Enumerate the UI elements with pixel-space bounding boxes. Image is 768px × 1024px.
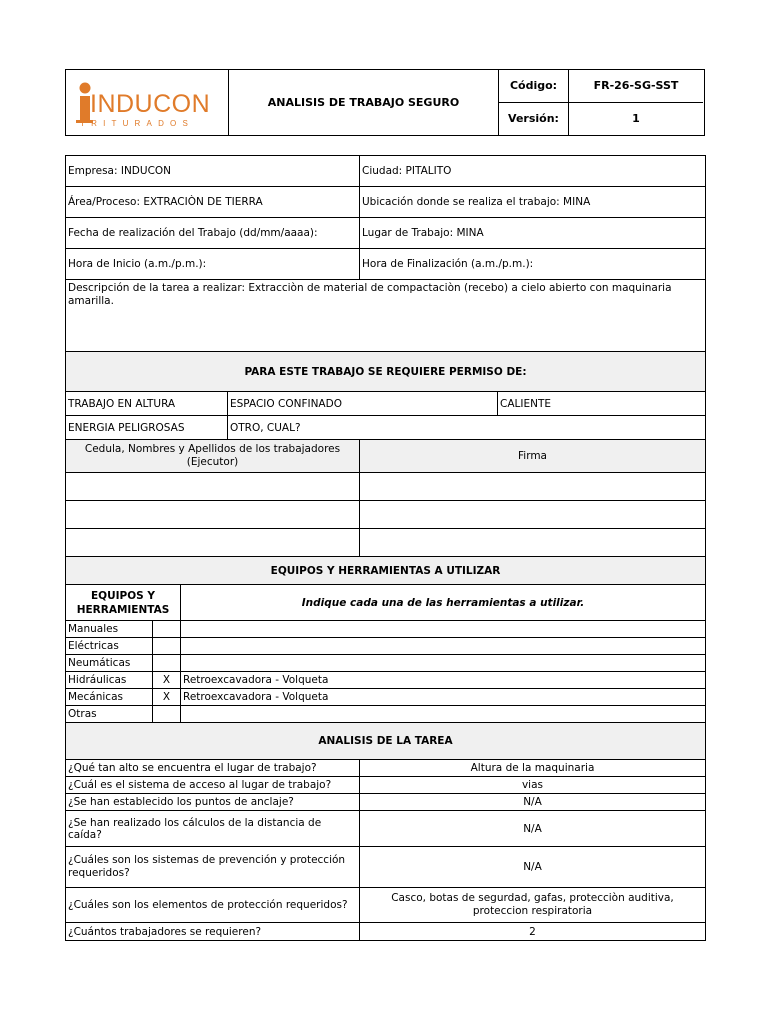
equipo-tipo: Manuales (66, 621, 153, 637)
firma-cell[interactable] (360, 529, 705, 556)
permiso-confinado: ESPACIO CONFINADO (228, 392, 498, 415)
analisis-answer: vias (521, 779, 544, 791)
equipo-tipo: Hidráulicas (66, 672, 153, 688)
analisis-answer: Casco, botas de segurdad, gafas, protecciòn auditiva, proteccion respiratoria (391, 892, 674, 917)
equipo-row (66, 706, 705, 723)
ubicacion-field: Ubicación donde se realiza el trabajo: MINA (362, 196, 591, 208)
company-logo (66, 70, 229, 135)
equipo-row (66, 655, 705, 672)
analisis-answer: 2 (529, 925, 536, 938)
permiso-energia: ENERGIA PELIGROSAS (66, 416, 228, 439)
ciudad-field: Ciudad: PITALITO (362, 165, 452, 177)
trabajador-cell[interactable] (66, 501, 360, 528)
analisis-answer: N/A (523, 796, 542, 808)
analisis-title: ANALISIS DE LA TAREA (318, 735, 453, 747)
equipos-col-header: EQUIPOS Y HERRAMIENTAS (66, 585, 181, 620)
form-row (66, 280, 705, 352)
document-meta (499, 70, 703, 135)
firma-cell[interactable] (360, 501, 705, 528)
analisis-row (66, 811, 705, 847)
herramientas-col-header: Indique cada una de las herramientas a utilizar. (301, 596, 585, 609)
lugar-field: Lugar de Trabajo: MINA (362, 227, 484, 239)
form-row (66, 218, 705, 249)
form-row (66, 156, 705, 187)
equipo-desc (181, 621, 705, 637)
equipo-tipo: Otras (66, 706, 153, 722)
section-header (66, 723, 705, 760)
analisis-answer: N/A (523, 822, 542, 835)
firma-header: Firma (518, 450, 547, 462)
equipo-mark[interactable] (153, 655, 181, 671)
equipo-row (66, 621, 705, 638)
analisis-question: ¿Cuáles son los sistemas de prevención y protección requeridos? (66, 847, 360, 887)
equipo-mark[interactable] (153, 621, 181, 637)
form-row (66, 187, 705, 218)
analisis-question: ¿Qué tan alto se encuentra el lugar de trabajo? (66, 760, 360, 776)
equipo-desc (181, 638, 705, 654)
equipo-row (66, 689, 705, 706)
analisis-question: ¿Cuántos trabajadores se requieren? (66, 923, 360, 940)
analisis-row (66, 777, 705, 794)
firma-cell[interactable] (360, 473, 705, 500)
equipo-desc (181, 706, 705, 722)
equipo-row (66, 672, 705, 689)
equipo-desc (181, 655, 705, 671)
permiso-otro: OTRO, CUAL? (230, 421, 301, 434)
trabajadores-header: Cedula, Nombres y Apellidos de los trabajadores (Ejecutor) (66, 440, 360, 472)
analisis-row (66, 923, 705, 940)
permiso-caliente: CALIENTE (500, 397, 551, 410)
analisis-answer: N/A (523, 861, 542, 873)
equipo-mark[interactable] (153, 706, 181, 722)
analisis-question: ¿Se han realizado los cálculos de la distancia de caída? (66, 811, 360, 846)
analisis-question: ¿Se han establecido los puntos de anclaje? (66, 794, 360, 810)
empresa-field: Empresa: INDUCON (66, 156, 360, 186)
analisis-row (66, 847, 705, 888)
equipo-mark[interactable] (153, 638, 181, 654)
equipo-mark[interactable]: X (153, 672, 181, 688)
version-label: Versión: (499, 103, 569, 136)
hora-fin-field: Hora de Finalización (a.m./p.m.): (362, 258, 534, 270)
equipo-desc: Retroexcavadora - Volqueta (183, 674, 329, 686)
analisis-answer: Altura de la maquinaria (470, 762, 595, 774)
document-header (65, 69, 705, 136)
page-title: ANALISIS DE TRABAJO SEGURO (229, 70, 499, 135)
trabajador-row (66, 473, 705, 501)
form-row (66, 416, 705, 440)
permisos-title: PARA ESTE TRABAJO SE REQUIERE PERMISO DE: (244, 365, 527, 378)
table-header-row (66, 440, 705, 473)
table-header-row (66, 585, 705, 621)
form-row (66, 249, 705, 280)
logo-subtitle: TRITURADOS (80, 119, 194, 128)
equipo-tipo: Mecánicas (66, 689, 153, 705)
section-header (66, 352, 705, 392)
analisis-row (66, 888, 705, 923)
equipo-mark[interactable]: X (153, 689, 181, 705)
descripcion-field: Descripción de la tarea a realizar: Extracciòn de material de compactaciòn (recebo) a cielo abierto con maquinaria amarilla. (68, 282, 672, 307)
logo-text: INDUCON (90, 90, 211, 118)
permiso-altura: TRABAJO EN ALTURA (66, 392, 228, 415)
area-field: Área/Proceso: EXTRACIÒN DE TIERRA (66, 187, 360, 217)
equipo-tipo: Eléctricas (66, 638, 153, 654)
code-value: FR-26-SG-SST (593, 79, 679, 93)
trabajador-row (66, 529, 705, 557)
code-label: Código: (499, 70, 569, 102)
equipo-row (66, 638, 705, 655)
analisis-question: ¿Cuáles son los elementos de protección requeridos? (66, 888, 360, 922)
equipos-title: EQUIPOS Y HERRAMIENTAS A UTILIZAR (270, 564, 501, 577)
hora-inicio-field: Hora de Inicio (a.m./p.m.): (66, 249, 360, 279)
trabajador-cell[interactable] (66, 529, 360, 556)
section-header (66, 557, 705, 585)
analisis-row (66, 760, 705, 777)
fecha-field: Fecha de realización del Trabajo (dd/mm/aaaa): (66, 218, 360, 248)
ats-form (65, 155, 706, 941)
analisis-question: ¿Cuál es el sistema de acceso al lugar de trabajo? (66, 777, 360, 793)
version-value: 1 (632, 112, 640, 126)
form-row (66, 392, 705, 416)
equipo-desc: Retroexcavadora - Volqueta (183, 691, 329, 703)
analisis-row (66, 794, 705, 811)
trabajador-row (66, 501, 705, 529)
trabajador-cell[interactable] (66, 473, 360, 500)
equipo-tipo: Neumáticas (66, 655, 153, 671)
